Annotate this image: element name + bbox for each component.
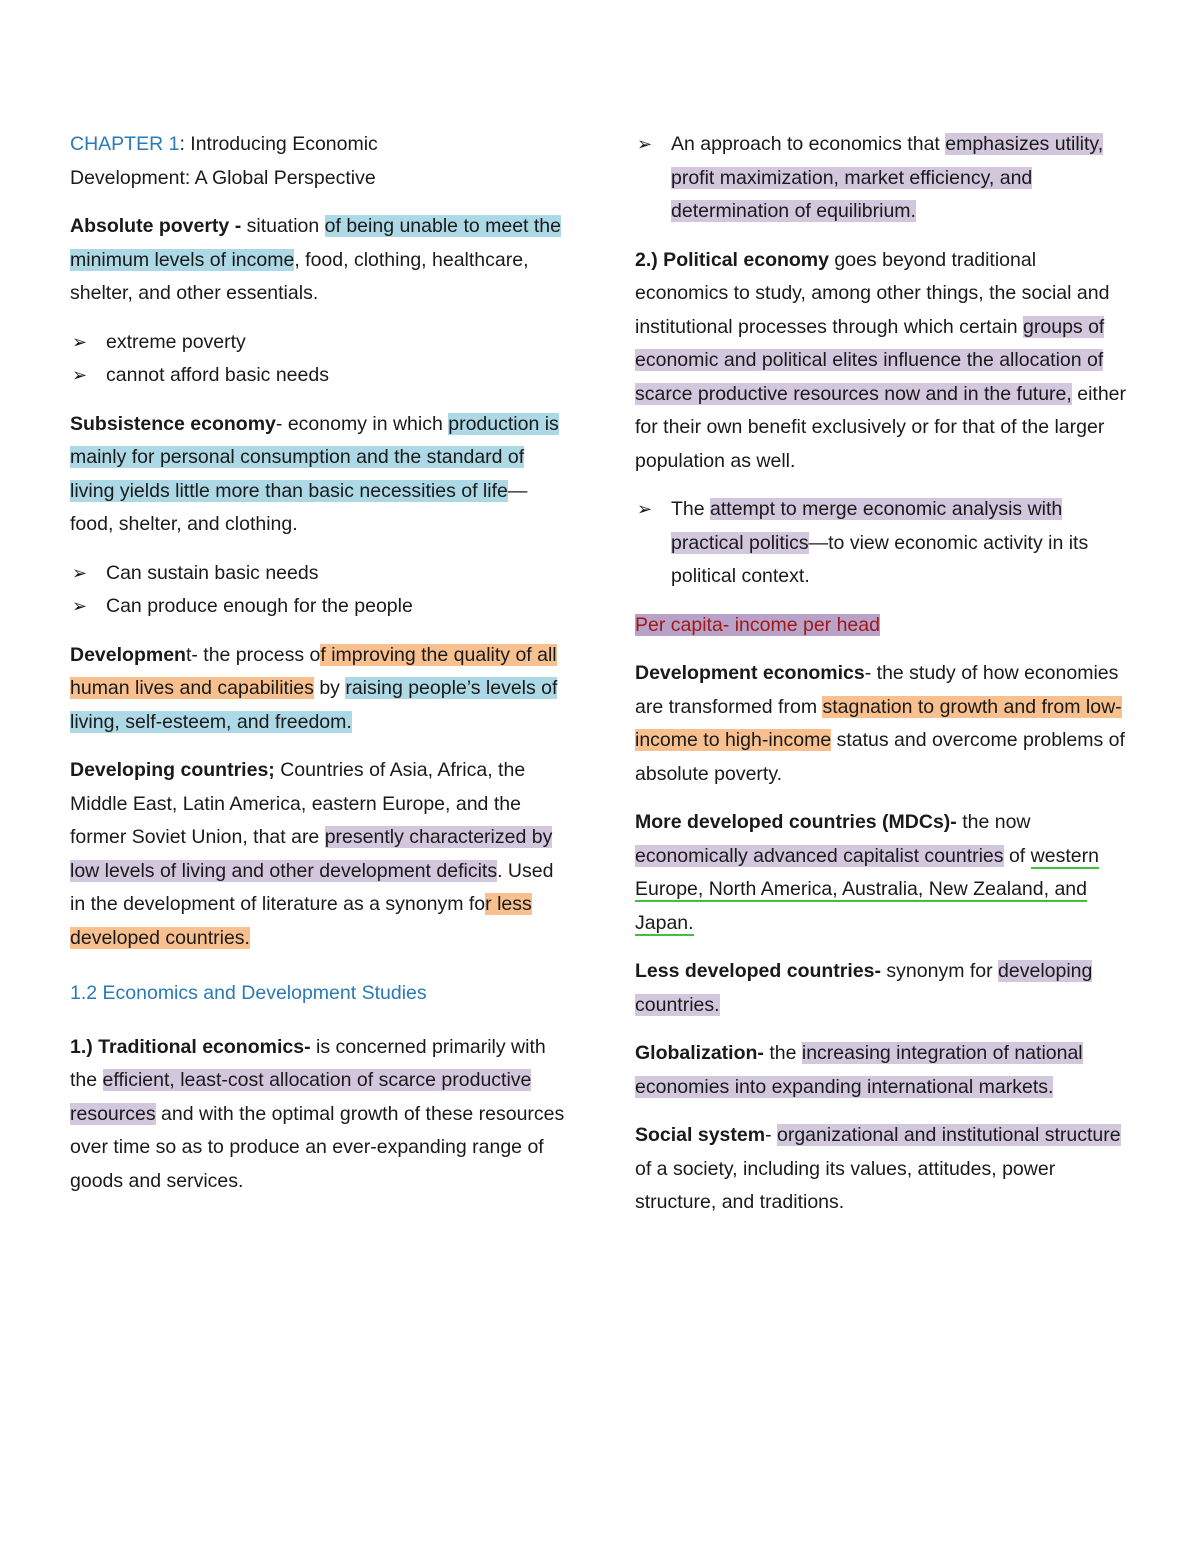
- political-economy-definition: [635, 244, 1130, 479]
- term-number: 2.): [635, 248, 658, 271]
- chapter-title: [70, 128, 570, 195]
- left-column: [70, 128, 570, 1213]
- development-definition: [70, 639, 570, 740]
- text: synonym for: [881, 960, 999, 982]
- term: Less developed countries-: [635, 960, 881, 982]
- highlight: developing countries.: [635, 960, 1093, 1016]
- highlight: organizational and institutional structure: [777, 1124, 1121, 1146]
- list-item: [72, 359, 570, 393]
- list-item: [72, 557, 570, 591]
- text: . Used in the development of literature as a synonym fo: [70, 859, 554, 915]
- mdc-definition: [635, 806, 1130, 940]
- term: Subsistence economy: [70, 412, 276, 435]
- list-item: [637, 128, 1130, 229]
- list-item-text: Can sustain basic needs: [106, 561, 319, 584]
- text: is concerned primarily with the: [70, 1035, 546, 1091]
- text: either for their own benefit exclusively or for that of the larger population as well.: [635, 382, 1127, 472]
- highlight: efficient, least-cost allocation of scarce productive resources: [70, 1069, 532, 1125]
- absolute-poverty-definition: [70, 210, 570, 311]
- term: Traditional economics-: [92, 1035, 311, 1058]
- text: and with the optimal growth of these resources over time so as to produce an ever-expanding range of goods and services.: [70, 1102, 565, 1192]
- poverty-bullet-list: [70, 326, 570, 393]
- text: —to view economic activity in its political context.: [671, 531, 1089, 587]
- term: Social system: [635, 1124, 766, 1146]
- text: goes beyond traditional economics to study, among other things, the social and institutional processes through which certain: [635, 248, 1110, 338]
- term: Developing countries;: [70, 759, 275, 781]
- highlight: of being unable to meet the minimum levels of income: [70, 215, 561, 271]
- per-capita-definition: [635, 609, 1130, 643]
- highlight: f improving the quality of all human lives and capabilities: [70, 643, 557, 699]
- text: —food, shelter, and clothing.: [70, 479, 528, 535]
- list-item-text: extreme poverty: [106, 330, 246, 353]
- term-number: 1.): [70, 1035, 93, 1058]
- subsistence-bullet-list: [70, 557, 570, 624]
- text: - the process o: [191, 643, 321, 666]
- text: - the study of how economies are transformed from: [635, 662, 1119, 718]
- text: of a society, including its values, attitudes, power structure, and traditions.: [635, 1157, 1056, 1213]
- arrow-bullet-icon: ➢: [72, 562, 88, 583]
- text: - economy in which: [275, 412, 449, 435]
- term: Political economy: [657, 248, 829, 271]
- highlight: stagnation to growth and from low-income to high-income: [635, 695, 1122, 751]
- list-item-text: cannot afford basic needs: [106, 364, 329, 386]
- text: , food, clothing, healthcare, shelter, and other essentials.: [70, 248, 529, 304]
- text: status and overcome problems of absolute poverty.: [635, 729, 1125, 785]
- highlight: raising people’s levels of living, self-esteem, and freedom.: [70, 677, 558, 733]
- development-economics-definition: [635, 657, 1130, 791]
- term: Development economics: [635, 662, 865, 684]
- chapter-subtitle: Development: A Global Perspective: [70, 166, 376, 189]
- list-item: [637, 493, 1130, 594]
- highlight: r less developed countries.: [70, 893, 532, 949]
- highlight: presently characterized by low levels of living and other development deficits: [70, 826, 553, 882]
- arrow-bullet-icon: ➢: [72, 596, 88, 616]
- approach-bullet-list: [635, 128, 1130, 229]
- term: Globalization-: [635, 1042, 764, 1064]
- ldc-definition: [635, 955, 1130, 1022]
- section-heading: 1.2 Economics and Development Studies: [70, 982, 427, 1004]
- highlight: emphasizes utility, profit maximization, market efficiency, and determination of equilibrium.: [671, 133, 1104, 222]
- arrow-bullet-icon: ➢: [72, 331, 88, 352]
- list-item: [72, 590, 570, 624]
- globalization-definition: [635, 1037, 1130, 1104]
- underlined-text: western Europe, North America, Australia, New Zealand, and Japan.: [635, 844, 1099, 934]
- text: of: [1003, 844, 1031, 867]
- arrow-bullet-icon: ➢: [637, 499, 653, 519]
- highlight: production is mainly for personal consumption and the standard of living yields little more than basic necessities of life: [70, 412, 559, 502]
- highlight: economically advanced capitalist countries: [635, 844, 1004, 867]
- highlight: Per capita- income per head: [635, 613, 880, 636]
- term: More developed countries (MDCs)-: [635, 811, 957, 833]
- chapter-title-rest: : Introducing Economic: [179, 133, 378, 155]
- term: Absolute poverty -: [70, 215, 242, 237]
- text: by: [313, 677, 346, 699]
- text: t: [185, 643, 192, 666]
- subsistence-economy-definition: [70, 408, 570, 542]
- right-column: [635, 128, 1130, 1235]
- arrow-bullet-icon: ➢: [72, 365, 88, 385]
- term: Developmen: [70, 643, 186, 666]
- highlight: groups of economic and political elites influence the allocation of scarce productive resources now and in the future,: [635, 315, 1105, 405]
- arrow-bullet-icon: ➢: [637, 134, 653, 154]
- highlight: attempt to merge economic analysis with practical politics: [671, 498, 1063, 554]
- developing-countries-definition: [70, 754, 570, 955]
- list-item: [72, 326, 570, 360]
- text: -: [765, 1124, 777, 1146]
- social-system-definition: [635, 1119, 1130, 1220]
- chapter-label: CHAPTER 1: [70, 133, 180, 155]
- text: Countries of Asia, Africa, the Middle East, Latin America, eastern Europe, and the former Soviet Union, that are: [70, 759, 526, 848]
- text: The: [671, 498, 711, 520]
- text: situation: [241, 215, 325, 237]
- text: An approach to economics that: [671, 133, 946, 155]
- traditional-economics-definition: [70, 1031, 570, 1199]
- text: the now: [956, 811, 1031, 833]
- text: the: [763, 1042, 802, 1064]
- political-bullet-list: [635, 493, 1130, 594]
- highlight: increasing integration of national economies into expanding international markets.: [635, 1042, 1083, 1098]
- list-item-text: Can produce enough for the people: [106, 595, 413, 617]
